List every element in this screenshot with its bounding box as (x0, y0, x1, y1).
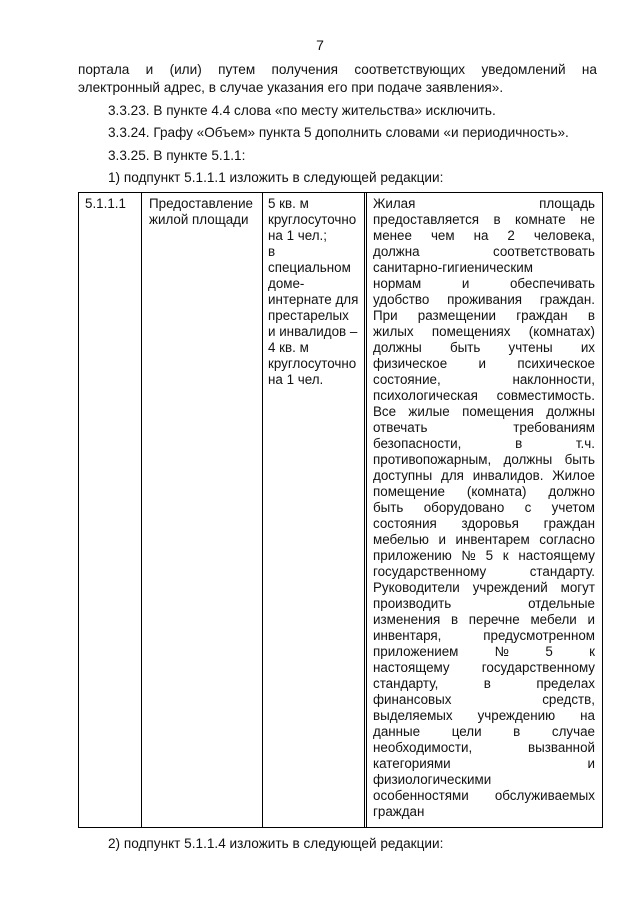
description-line: противопожарным, должны быть (373, 452, 595, 467)
column-divider-double (364, 193, 367, 827)
intro-line-2: электронный адрес, в случае указания его при подаче заявления». (78, 80, 504, 95)
description-line: граждан (373, 804, 425, 819)
page-number: 7 (316, 37, 324, 53)
volume-line: круглосуточно (268, 356, 357, 371)
volume-line: 5 кв. м (268, 196, 309, 211)
description-line: санитарно-гигиеническим (373, 260, 533, 275)
intro-word: (или) (169, 62, 202, 77)
description-line: особенностями обслуживаемых (373, 788, 595, 803)
volume-line: в (268, 244, 276, 259)
table-cell-code (85, 196, 137, 212)
intro-line-1 (78, 60, 597, 80)
description-line: стандарту, в пределах (373, 676, 595, 691)
description-line: быть оборудовано с учетом (373, 500, 595, 515)
description-line: Жилая площадь (373, 196, 595, 211)
description-line: инвентаря, предусмотренном (373, 628, 595, 643)
description-line: настоящему государственному (373, 660, 595, 675)
description-line: При размещении граждан в (373, 308, 595, 323)
intro-word: соответствующих (354, 62, 466, 77)
volume-line: престарелых (268, 308, 349, 323)
description-line: государственному стандарту. (373, 564, 595, 579)
volume-line: 4 кв. м (268, 340, 309, 355)
description-line: категориями и (373, 756, 595, 771)
volume-line: и инвалидов – (268, 324, 358, 339)
intro-word: на (581, 62, 597, 77)
description-line: физическое и психическое (373, 356, 595, 371)
description-line: менее чем на 2 человека, (373, 228, 595, 243)
description-line: Все жилые помещения должны (373, 404, 595, 419)
description-line: финансовых средств, (373, 692, 595, 707)
volume-line: интернате для (268, 292, 359, 307)
description-line: удобство проживания граждан. (373, 292, 595, 307)
description-line: доступны для инвалидов. Жилое (373, 468, 595, 483)
item-3-3-24: 3.3.24. Графу «Объем» пункта 5 дополнить словами «и периодичность». (108, 125, 569, 140)
description-line: нормам и обеспечивать (373, 276, 595, 291)
volume-line: круглосуточно (268, 212, 357, 227)
column-divider (141, 193, 142, 827)
description-line: выделяемых учреждению на (373, 708, 595, 723)
intro-word: портала (78, 62, 130, 77)
column-divider (262, 193, 263, 827)
intro-word: уведомлений (481, 62, 566, 77)
item-3-3-25: 3.3.25. В пункте 5.1.1: (108, 148, 246, 163)
description-line: психологическая совместимость. (373, 388, 595, 403)
service-line: жилой площади (149, 212, 249, 227)
table-cell-description (373, 196, 595, 820)
volume-line: на 1 чел.; (268, 228, 327, 243)
volume-line: на 1 чел. (268, 372, 324, 387)
description-line: производить отдельные (373, 596, 595, 611)
item-3-3-23: 3.3.23. В пункте 4.4 слова «по месту жительства» исключить. (108, 103, 496, 118)
table-cell-volume (268, 196, 360, 388)
description-line: помещение (комната) должно (373, 484, 595, 499)
description-line: отвечать требованиям (373, 420, 595, 435)
description-line: данные цели в случае (373, 724, 595, 739)
intro-word: получения (271, 62, 339, 77)
table-cell-service (149, 196, 261, 228)
description-line: физиологическими (373, 772, 492, 787)
description-line: мебелью и инвентарем согласно (373, 532, 595, 547)
description-line: предоставляется в комнате не (373, 212, 595, 227)
description-line: должна соответствовать (373, 244, 595, 259)
description-line: состояния здоровья граждан (373, 516, 595, 531)
description-line: приложению № 5 к настоящему (373, 548, 595, 563)
description-line: безопасности, в т.ч. (373, 436, 595, 451)
volume-line: специальном (268, 260, 351, 275)
description-line: состояние, наклонности, (373, 372, 595, 387)
service-line: Предоставление (149, 196, 253, 211)
intro-word: и (145, 62, 154, 77)
subitem-1: 1) подпункт 5.1.1.1 изложить в следующей редакции: (108, 170, 444, 185)
description-line: изменения в перечне мебели и (373, 612, 595, 627)
code-text: 5.1.1.1 (85, 196, 126, 211)
description-line: необходимости, вызванной (373, 740, 595, 755)
volume-line: доме- (268, 276, 305, 291)
description-line: должны быть учтены их (373, 340, 595, 355)
description-line: Руководители учреждений могут (373, 580, 595, 595)
intro-word: путем (218, 62, 256, 77)
description-line: приложением № 5 к (373, 644, 595, 659)
subitem-2: 2) подпункт 5.1.1.4 изложить в следующей редакции: (108, 836, 444, 851)
description-line: жилых помещениях (комнатах) (373, 324, 595, 339)
standard-table (78, 192, 603, 828)
